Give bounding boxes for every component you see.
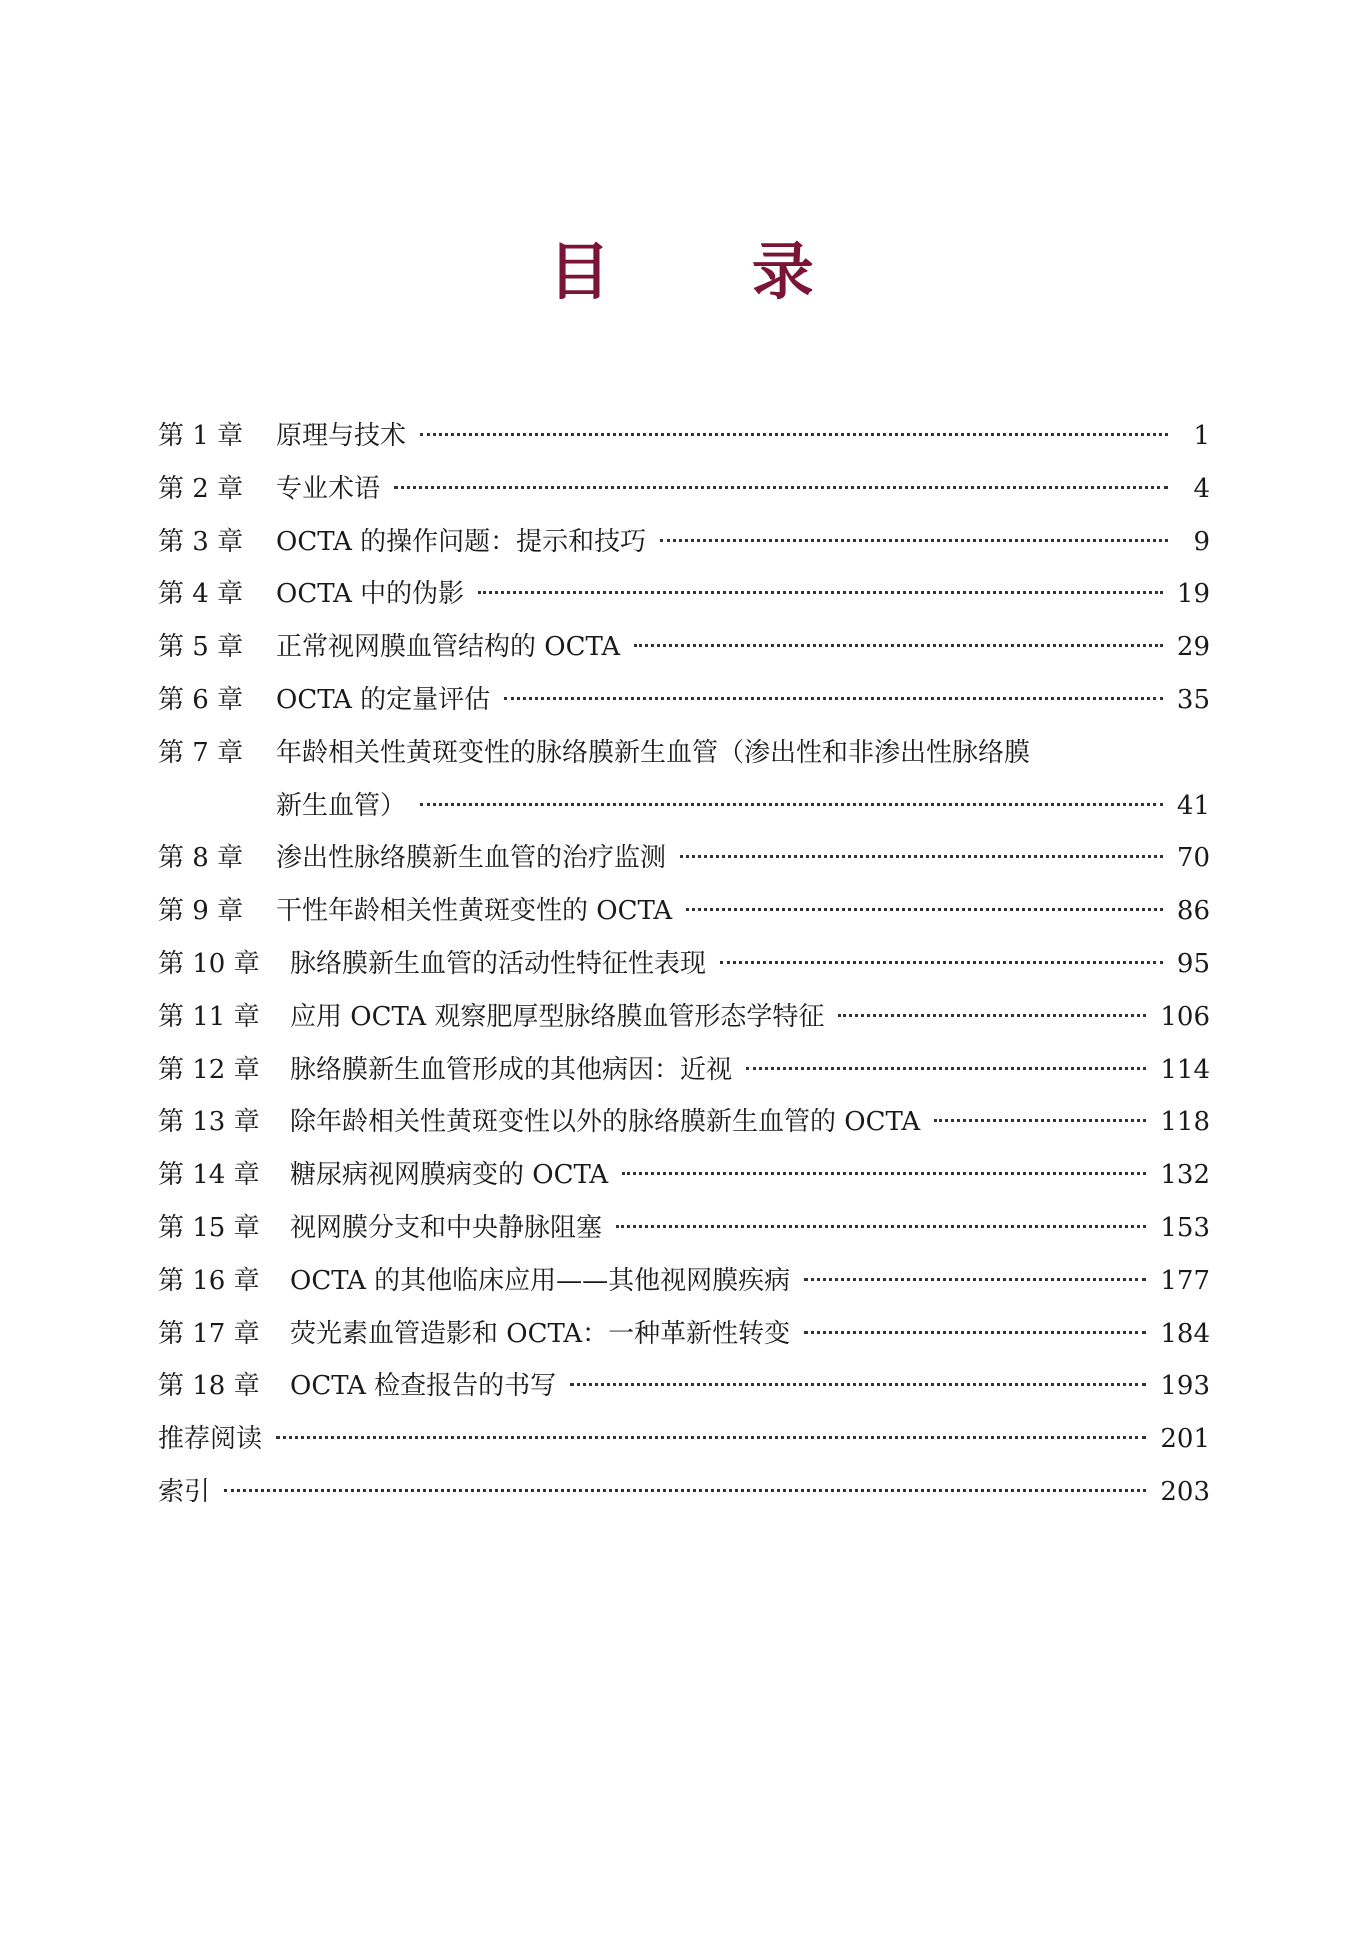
page-number: 1 xyxy=(1193,421,1210,451)
chapter-number: 第 5 章 xyxy=(158,632,244,663)
chapter-number: 第 2 章 xyxy=(158,473,244,504)
leader-dots xyxy=(680,855,1163,858)
page-number: 118 xyxy=(1160,1107,1210,1138)
leader-dots xyxy=(634,644,1163,647)
leader-dots xyxy=(616,1225,1146,1228)
toc-entry-ch1[interactable] xyxy=(158,410,1210,463)
toc-entry-ch12[interactable] xyxy=(158,1044,1210,1097)
chapter-number: 第 8 章 xyxy=(158,843,244,874)
chapter-number: 第 4 章 xyxy=(158,579,244,610)
chapter-title: OCTA 的其他临床应用——其他视网膜疾病 xyxy=(290,1265,791,1296)
page-number: 153 xyxy=(1160,1212,1210,1243)
leader-dots xyxy=(504,697,1163,700)
chapter-number: 第 15 章 xyxy=(158,1212,260,1243)
toc-entry-recommended-reading[interactable] xyxy=(158,1413,1210,1466)
leader-dots xyxy=(934,1119,1146,1122)
chapter-number: 第 9 章 xyxy=(158,896,244,927)
chapter-title: 干性年龄相关性黄斑变性的 OCTA xyxy=(276,896,673,927)
chapter-title: 荧光素血管造影和 OCTA：一种革新性转变 xyxy=(290,1318,791,1349)
chapter-number: 第 16 章 xyxy=(158,1265,260,1296)
page-number: 193 xyxy=(1160,1371,1210,1402)
page-number: 184 xyxy=(1160,1318,1210,1349)
toc-entry-ch3[interactable] xyxy=(158,516,1210,569)
toc-entry-ch17[interactable] xyxy=(158,1308,1210,1361)
page-number: 35 xyxy=(1176,684,1210,715)
toc-entry-ch16[interactable] xyxy=(158,1255,1210,1308)
chapter-title: 脉络膜新生血管的活动性特征性表现 xyxy=(290,948,707,979)
toc-entry-ch11[interactable] xyxy=(158,991,1210,1044)
chapter-title: OCTA 中的伪影 xyxy=(276,579,465,610)
chapter-title: 年龄相关性黄斑变性的脉络膜新生血管（渗出性和非渗出性脉络膜 xyxy=(276,737,1031,768)
leader-dots xyxy=(838,1014,1146,1017)
chapter-title: 应用 OCTA 观察肥厚型脉络膜血管形态学特征 xyxy=(290,1001,825,1032)
chapter-number: 第 13 章 xyxy=(158,1107,260,1138)
chapter-title: OCTA 的定量评估 xyxy=(276,684,491,715)
chapter-title: 视网膜分支和中央静脉阻塞 xyxy=(290,1212,603,1243)
page-number: 106 xyxy=(1160,1001,1210,1032)
toc-entry-ch2[interactable] xyxy=(158,463,1210,516)
chapter-number: 第 6 章 xyxy=(158,684,244,715)
toc-entry-ch4[interactable] xyxy=(158,568,1210,621)
chapter-title: OCTA 的操作问题：提示和技巧 xyxy=(276,526,647,557)
toc-entry-ch10[interactable] xyxy=(158,938,1210,991)
leader-dots xyxy=(570,1383,1146,1386)
toc-entry-ch15[interactable] xyxy=(158,1202,1210,1255)
leader-dots xyxy=(804,1331,1146,1334)
chapter-title: OCTA 检查报告的书写 xyxy=(290,1371,557,1402)
toc-entry-index[interactable] xyxy=(158,1466,1210,1519)
leader-dots xyxy=(686,908,1163,911)
leader-dots xyxy=(420,433,1168,436)
page-number: 41 xyxy=(1176,790,1210,821)
toc-entry-ch9[interactable] xyxy=(158,885,1210,938)
toc-entry-ch14[interactable] xyxy=(158,1149,1210,1202)
section-title: 推荐阅读 xyxy=(158,1424,263,1455)
chapter-number: 第 1 章 xyxy=(158,421,244,451)
page-title: 目 录 xyxy=(548,235,874,308)
chapter-title: 除年龄相关性黄斑变性以外的脉络膜新生血管的 OCTA xyxy=(290,1107,921,1138)
toc-entry-ch8[interactable] xyxy=(158,832,1210,885)
leader-dots xyxy=(720,961,1163,964)
chapter-number: 第 17 章 xyxy=(158,1318,260,1349)
leader-dots xyxy=(224,1489,1146,1492)
leader-dots xyxy=(804,1278,1146,1281)
chapter-title: 糖尿病视网膜病变的 OCTA xyxy=(290,1160,609,1191)
page-number: 29 xyxy=(1176,632,1210,663)
chapter-title: 原理与技术 xyxy=(276,421,407,451)
leader-dots xyxy=(746,1067,1146,1070)
chapter-number: 第 12 章 xyxy=(158,1054,260,1085)
chapter-number: 第 10 章 xyxy=(158,948,260,979)
leader-dots xyxy=(420,803,1163,806)
leader-dots xyxy=(660,539,1168,542)
chapter-number: 第 3 章 xyxy=(158,526,244,557)
chapter-number: 第 18 章 xyxy=(158,1371,260,1402)
page-number: 114 xyxy=(1160,1054,1210,1085)
chapter-title: 正常视网膜血管结构的 OCTA xyxy=(276,632,621,663)
leader-dots xyxy=(394,486,1168,489)
chapter-title: 脉络膜新生血管形成的其他病因：近视 xyxy=(290,1054,733,1085)
leader-dots xyxy=(622,1172,1146,1175)
page-number: 95 xyxy=(1176,948,1210,979)
leader-dots xyxy=(478,591,1163,594)
toc-entry-ch13[interactable] xyxy=(158,1096,1210,1149)
chapter-title-continuation: 新生血管） xyxy=(276,790,407,821)
chapter-number: 第 11 章 xyxy=(158,1001,260,1032)
section-title: 索引 xyxy=(158,1476,211,1507)
page-number: 203 xyxy=(1160,1476,1210,1507)
page-number: 19 xyxy=(1176,579,1210,610)
page-number: 132 xyxy=(1160,1160,1210,1191)
leader-dots xyxy=(276,1436,1146,1439)
chapter-number: 第 14 章 xyxy=(158,1160,260,1191)
page-number: 70 xyxy=(1176,843,1210,874)
toc-entry-ch7[interactable] xyxy=(158,727,1210,780)
chapter-title: 专业术语 xyxy=(276,473,381,504)
page-number: 201 xyxy=(1160,1424,1210,1455)
chapter-number: 第 7 章 xyxy=(158,737,244,768)
toc-entry-ch7-continuation[interactable] xyxy=(158,780,1210,833)
page-number: 9 xyxy=(1193,526,1210,557)
toc-entry-ch18[interactable] xyxy=(158,1360,1210,1413)
chapter-title: 渗出性脉络膜新生血管的治疗监测 xyxy=(276,843,667,874)
page-number: 177 xyxy=(1160,1265,1210,1296)
toc-entry-ch6[interactable] xyxy=(158,674,1210,727)
toc-entry-ch5[interactable] xyxy=(158,621,1210,674)
page-number: 4 xyxy=(1193,473,1210,504)
page-number: 86 xyxy=(1176,896,1210,927)
table-of-contents xyxy=(158,410,1210,1519)
